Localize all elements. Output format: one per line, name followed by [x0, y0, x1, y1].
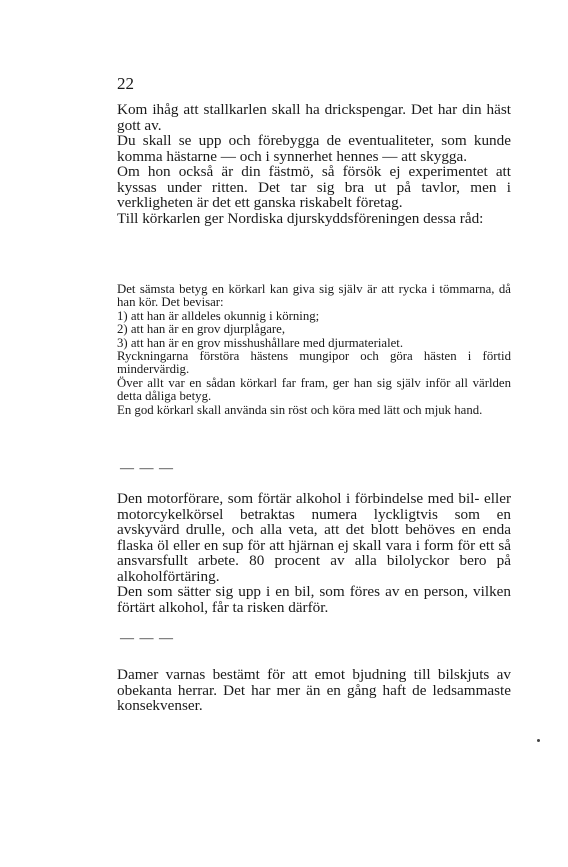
paragraph: En god körkarl skall använda sin röst och köra med lätt och mjuk hand. [117, 402, 483, 417]
paragraph: Över allt var en sådan körkarl far fram, ger han sig själv inför all världen detta dåliga betyg. [117, 375, 511, 404]
section-motorist-alcohol [117, 491, 511, 615]
page-number: 22 [117, 74, 134, 93]
section-separator: — — — [120, 631, 174, 646]
section-separator: — — — [120, 461, 174, 476]
paragraph: Den motorförare, som förtär alkohol i förbindelse med bil- eller motorcykelkörsel betraktas numera lyckligtvis som en avskyvärd drulle, och alla veta, att det blott behöves en enda flaska öl eller en sup för att hjärnan ej skall vara i form för ett så ansvarsfullt arbete. 80 procent av alla bilolyckor bero på alkoholförtäring. [117, 490, 511, 585]
section-animal-protection-advice [117, 283, 511, 417]
paragraph: Den som sätter sig upp i en bil, som föres av en person, vilken förtärt alkohol, får ta risken därför. [117, 583, 511, 616]
paragraph: Kom ihåg att stallkarlen skall ha drickspengar. Det har din häst gott av. [117, 101, 511, 134]
list-item: 1) att han är alldeles okunnig i körning; [117, 308, 320, 323]
paragraph: Om hon också är din fästmö, så försök ej experimentet att kyssas under ritten. Det tar sig bra ut på tavlor, men i verkligheten är det ett ganska riskabelt företag. [117, 163, 511, 211]
section-coachman-tips [117, 102, 511, 226]
ink-speck [537, 739, 540, 742]
paragraph: Till körkarlen ger Nordiska djurskyddsföreningen dessa råd: [117, 209, 484, 227]
paragraph: Damer varnas bestämt för att emot bjudning till bilskjuts av obekanta herrar. Det har mer än en gång haft de ledsammaste konsekvenser. [117, 666, 511, 714]
list-item: 2) att han är en grov djurplågare, [117, 322, 286, 337]
paragraph: Det sämsta betyg en körkarl kan giva sig själv är att rycka i tömmarna, då han kör. Det bevisar: [117, 282, 511, 310]
paragraph: Du skall se upp och förebygga de eventualiteter, som kunde komma hästarne — och i synnerhet hennes — att skygga. [117, 132, 511, 165]
paragraph: Ryckningarna förstöra hästens mungipor och göra hästen i förtid mindervärdig. [117, 349, 511, 377]
section-ladies-warning [117, 667, 511, 714]
list-item: 3) att han är en grov misshushållare med djurmaterialet. [117, 335, 404, 350]
